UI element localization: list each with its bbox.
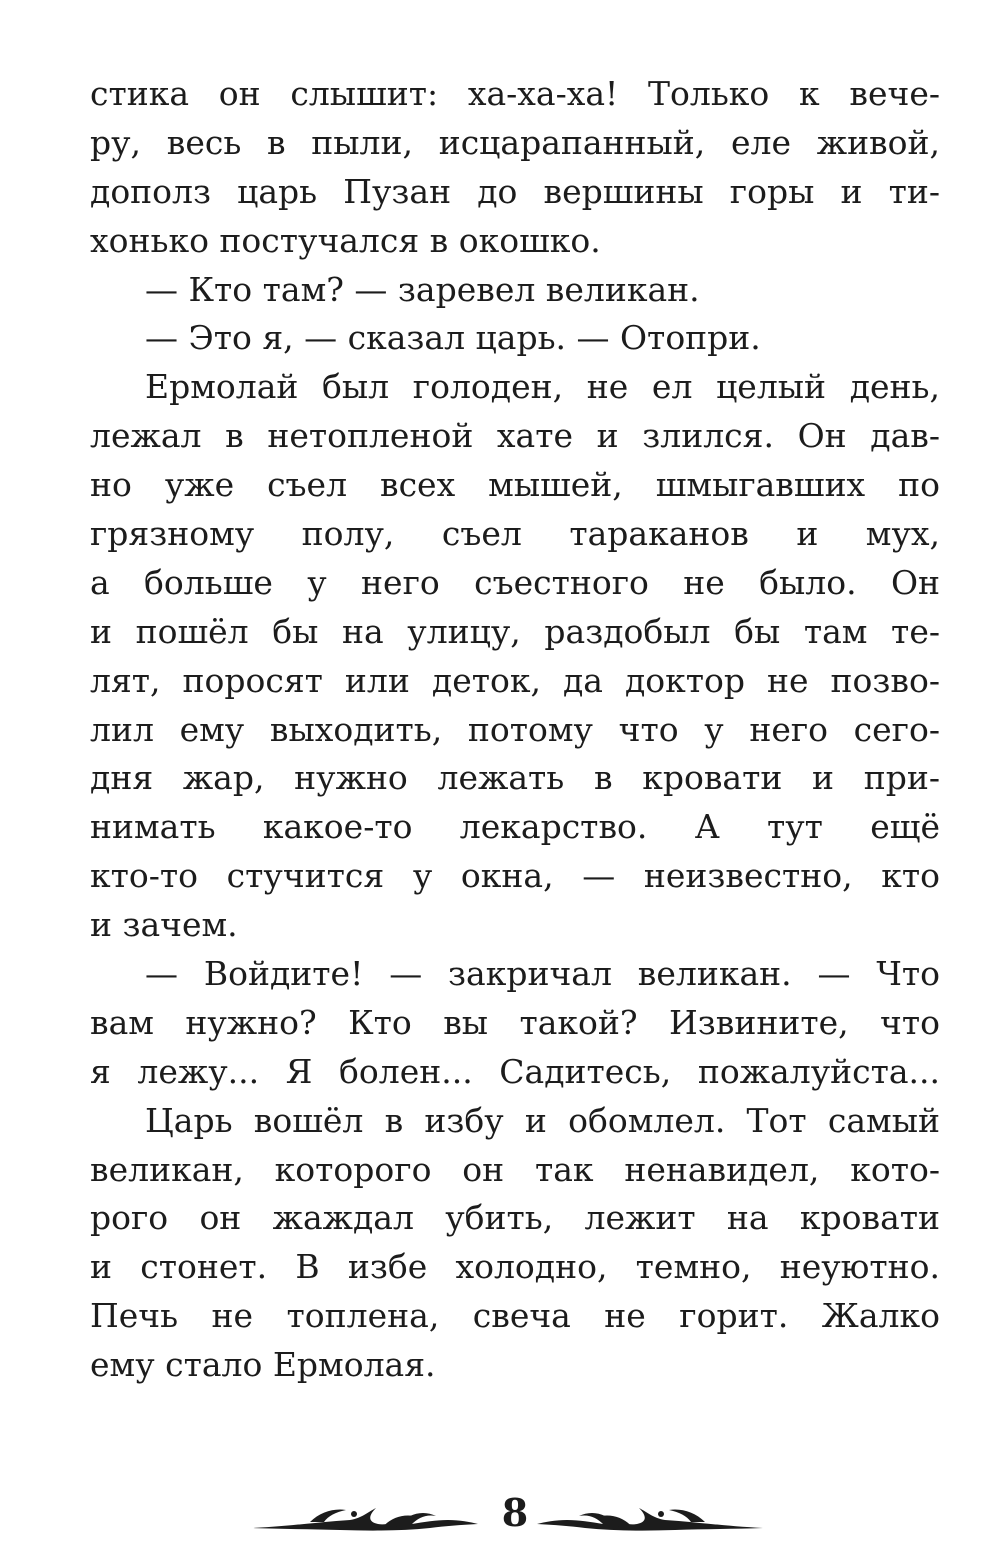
text-line: великан, которого он так ненавидел, кото- (90, 1149, 940, 1189)
dialogue-line: — Кто там? — заревел великан. (145, 269, 700, 309)
text-line: грязному полу, съел тараканов и мух, (90, 514, 940, 554)
text-line: и стонет. В избе холодно, темно, неуютно. (90, 1247, 940, 1287)
text-line: я лежу... Я болен... Садитесь, пожалуйста... (90, 1051, 940, 1091)
flourish-ornament-icon (250, 1498, 480, 1538)
text-line: кто-то стучится у окна, — неизвестно, кто (90, 856, 940, 896)
page-footer (0, 1488, 1000, 1548)
text-line: рого он жаждал убить, лежит на кровати (90, 1198, 940, 1238)
text-line: лят, поросят или деток, да доктор не позво- (90, 660, 940, 700)
page-number: 8 (501, 1490, 529, 1535)
dialogue-line: — Это я, — сказал царь. — Отопри. (145, 318, 761, 358)
text-line: ему стало Ермолая. (90, 1345, 436, 1385)
text-line: дня жар, нужно лежать в кровати и при- (90, 758, 940, 798)
text-line: Печь не топлена, свеча не горит. Жалко (90, 1296, 940, 1336)
text-line: хонько постучался в окошко. (90, 220, 601, 260)
text-line: но уже съел всех мышей, шмыгавших по (90, 465, 940, 505)
text-line: нимать какое-то лекарство. А тут ещё (90, 807, 940, 847)
text-line: лежал в нетопленой хате и злился. Он дав- (90, 416, 940, 456)
dialogue-line: — Войдите! — закричал великан. — Что (145, 954, 940, 994)
text-line: и пошёл бы на улицу, раздобыл бы там те- (90, 611, 940, 651)
text-line: лил ему выходить, потому что у него сего- (90, 709, 940, 749)
paragraph-start-line: Ермолай был голоден, не ел целый день, (145, 367, 940, 407)
text-line: ру, весь в пыли, исцарапанный, еле живой, (90, 122, 940, 162)
text-line: стика он слышит: ха-ха-ха! Только к вече- (90, 74, 940, 113)
flourish-ornament-icon (535, 1498, 765, 1538)
text-line: и зачем. (90, 905, 238, 945)
text-line: а больше у него съестного не было. Он (90, 562, 940, 602)
body-text (90, 70, 940, 1390)
text-line: дополз царь Пузан до вершины горы и ти- (90, 171, 940, 211)
paragraph-start-line: Царь вошёл в избу и обомлел. Тот самый (145, 1100, 940, 1140)
text-line: вам нужно? Кто вы такой? Извините, что (90, 1002, 940, 1042)
